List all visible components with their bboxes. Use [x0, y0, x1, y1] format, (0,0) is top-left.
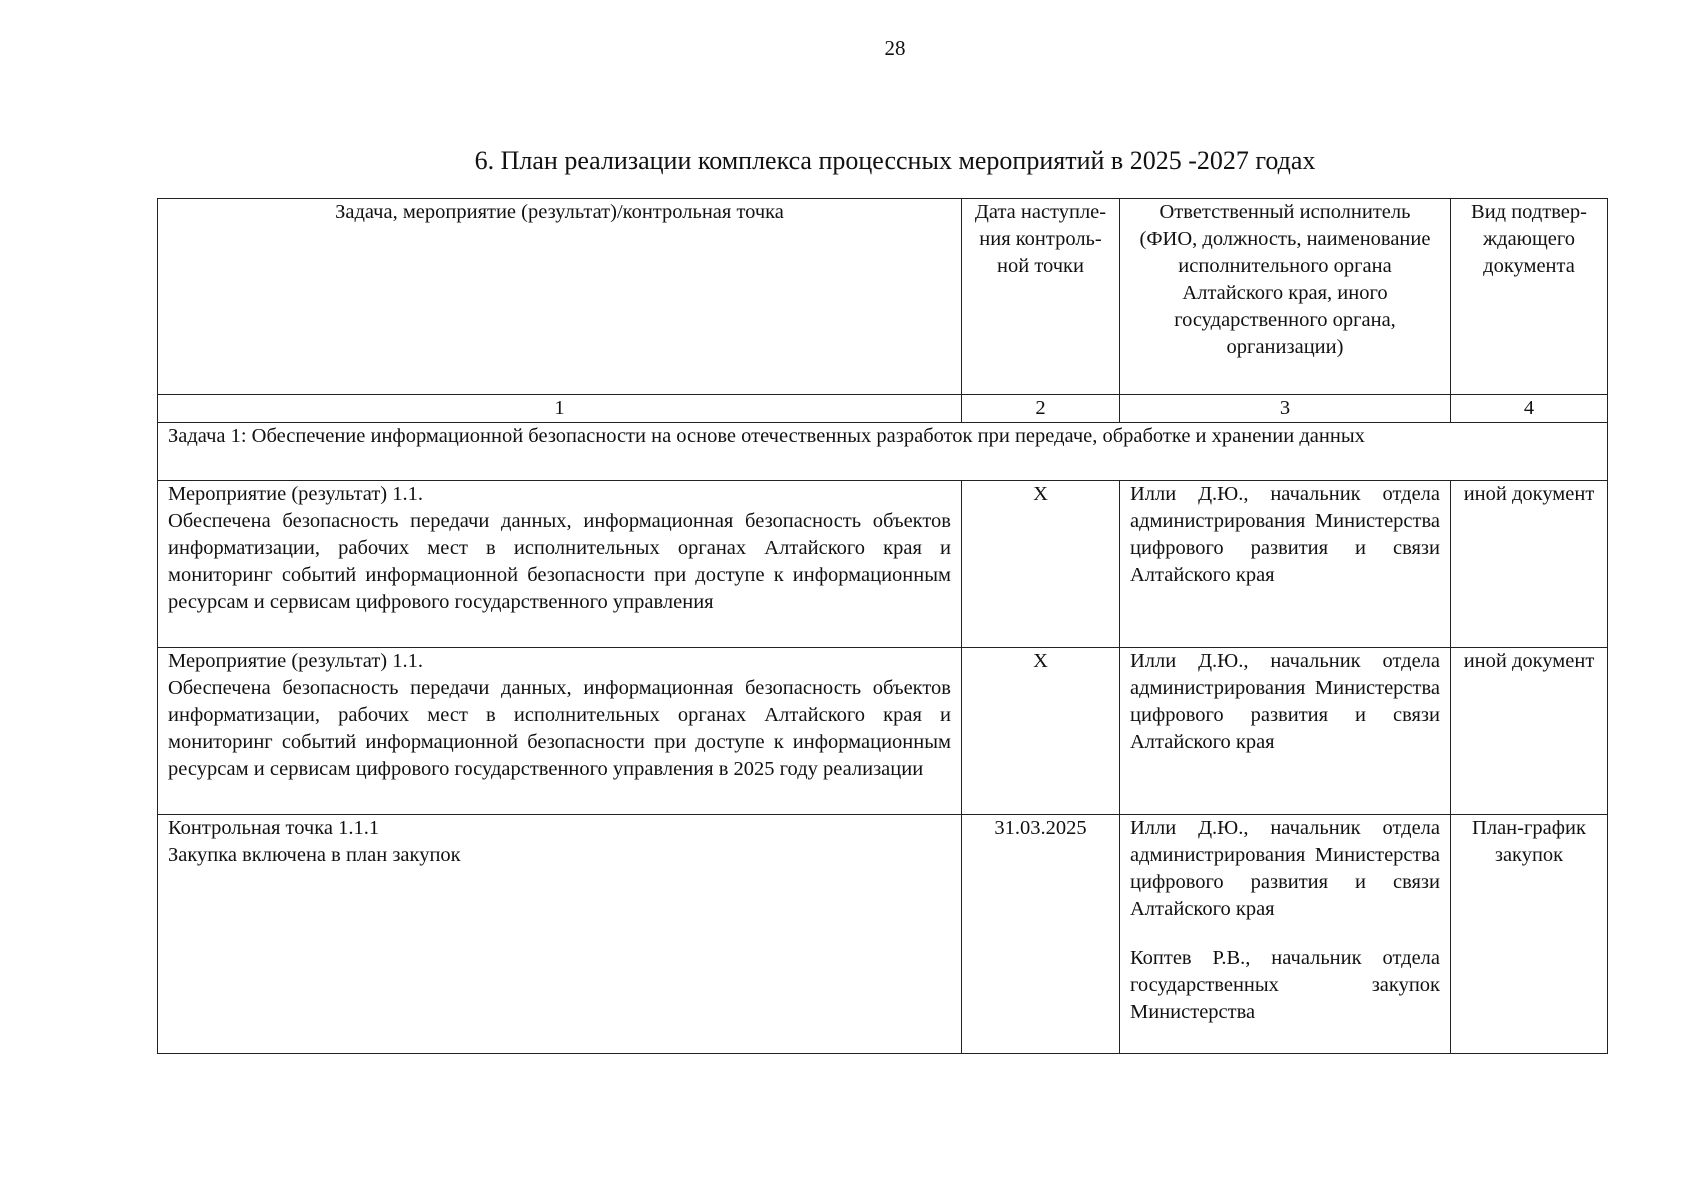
responsible-person: Илли Д.Ю., начальник отдела администрирования Министерства цифрового развития и связи Алтайского края [1130, 650, 1440, 753]
activity-title: Мероприятие (результат) 1.1. [168, 650, 424, 672]
responsible-cell [1120, 648, 1451, 815]
page-title: 6. План реализации комплекса процессных мероприятий в 2025 -2027 годах [474, 146, 1316, 175]
table-row [158, 815, 1608, 1054]
activity-text: Обеспечена безопасность передачи данных, информационная безопасность объектов информатизации, рабочих мест в исполнительных органах Алтайского края и мониторинг событий информационной безопасности при доступе к информационным ресурсам и сервисам цифрового государственного управления [168, 510, 951, 613]
date-cell: 31.03.2025 [962, 815, 1120, 1054]
activity-title: Мероприятие (результат) 1.1. [168, 483, 424, 505]
plan-table [157, 198, 1608, 1054]
column-number-row [158, 395, 1608, 423]
column-number: 2 [962, 395, 1120, 423]
checkpoint-text: Закупка включена в план закупок [168, 844, 461, 866]
responsible-person-2: Коптев Р.В., начальник отдела государственных закупок Министерства [1130, 947, 1440, 1023]
date-cell: X [962, 648, 1120, 815]
responsible-cell [1120, 815, 1451, 1054]
task-row [158, 423, 1608, 481]
page-number: 28 [884, 36, 906, 60]
task-text: Задача 1: Обеспечение информационной безопасности на основе отечественных разработок при передаче, обработке и хранении данных [158, 423, 1608, 481]
header-responsible: Ответственный исполнитель (ФИО, должность, наименование исполнительного органа Алтайского края, иного государственного органа, организации) [1120, 199, 1451, 395]
table-row [158, 481, 1608, 648]
header-document: Вид подтвер-ждающего документа [1451, 199, 1608, 395]
document-cell: иной документ [1451, 481, 1608, 648]
activity-cell [158, 481, 962, 648]
responsible-person: Илли Д.Ю., начальник отдела администрирования Министерства цифрового развития и связи Алтайского края [1130, 483, 1440, 586]
responsible-person: Илли Д.Ю., начальник отдела администрирования Министерства цифрового развития и связи Алтайского края [1130, 817, 1440, 920]
document-cell: План-график закупок [1451, 815, 1608, 1054]
header-date: Дата наступле-ния контроль-ной точки [962, 199, 1120, 395]
column-number: 4 [1451, 395, 1608, 423]
table-header-row [158, 199, 1608, 395]
checkpoint-title: Контрольная точка 1.1.1 [168, 817, 380, 839]
table-row [158, 648, 1608, 815]
document-cell: иной документ [1451, 648, 1608, 815]
checkpoint-cell [158, 815, 962, 1054]
header-task: Задача, мероприятие (результат)/контрольная точка [158, 199, 962, 395]
column-number: 3 [1120, 395, 1451, 423]
responsible-cell [1120, 481, 1451, 648]
column-number: 1 [158, 395, 962, 423]
activity-cell [158, 648, 962, 815]
date-cell: X [962, 481, 1120, 648]
activity-text: Обеспечена безопасность передачи данных, информационная безопасность объектов информатизации, рабочих мест в исполнительных органах Алтайского края и мониторинг событий информационной безопасности при доступе к информационным ресурсам и сервисам цифрового государственного управления в 2025 году реализации [168, 677, 951, 780]
